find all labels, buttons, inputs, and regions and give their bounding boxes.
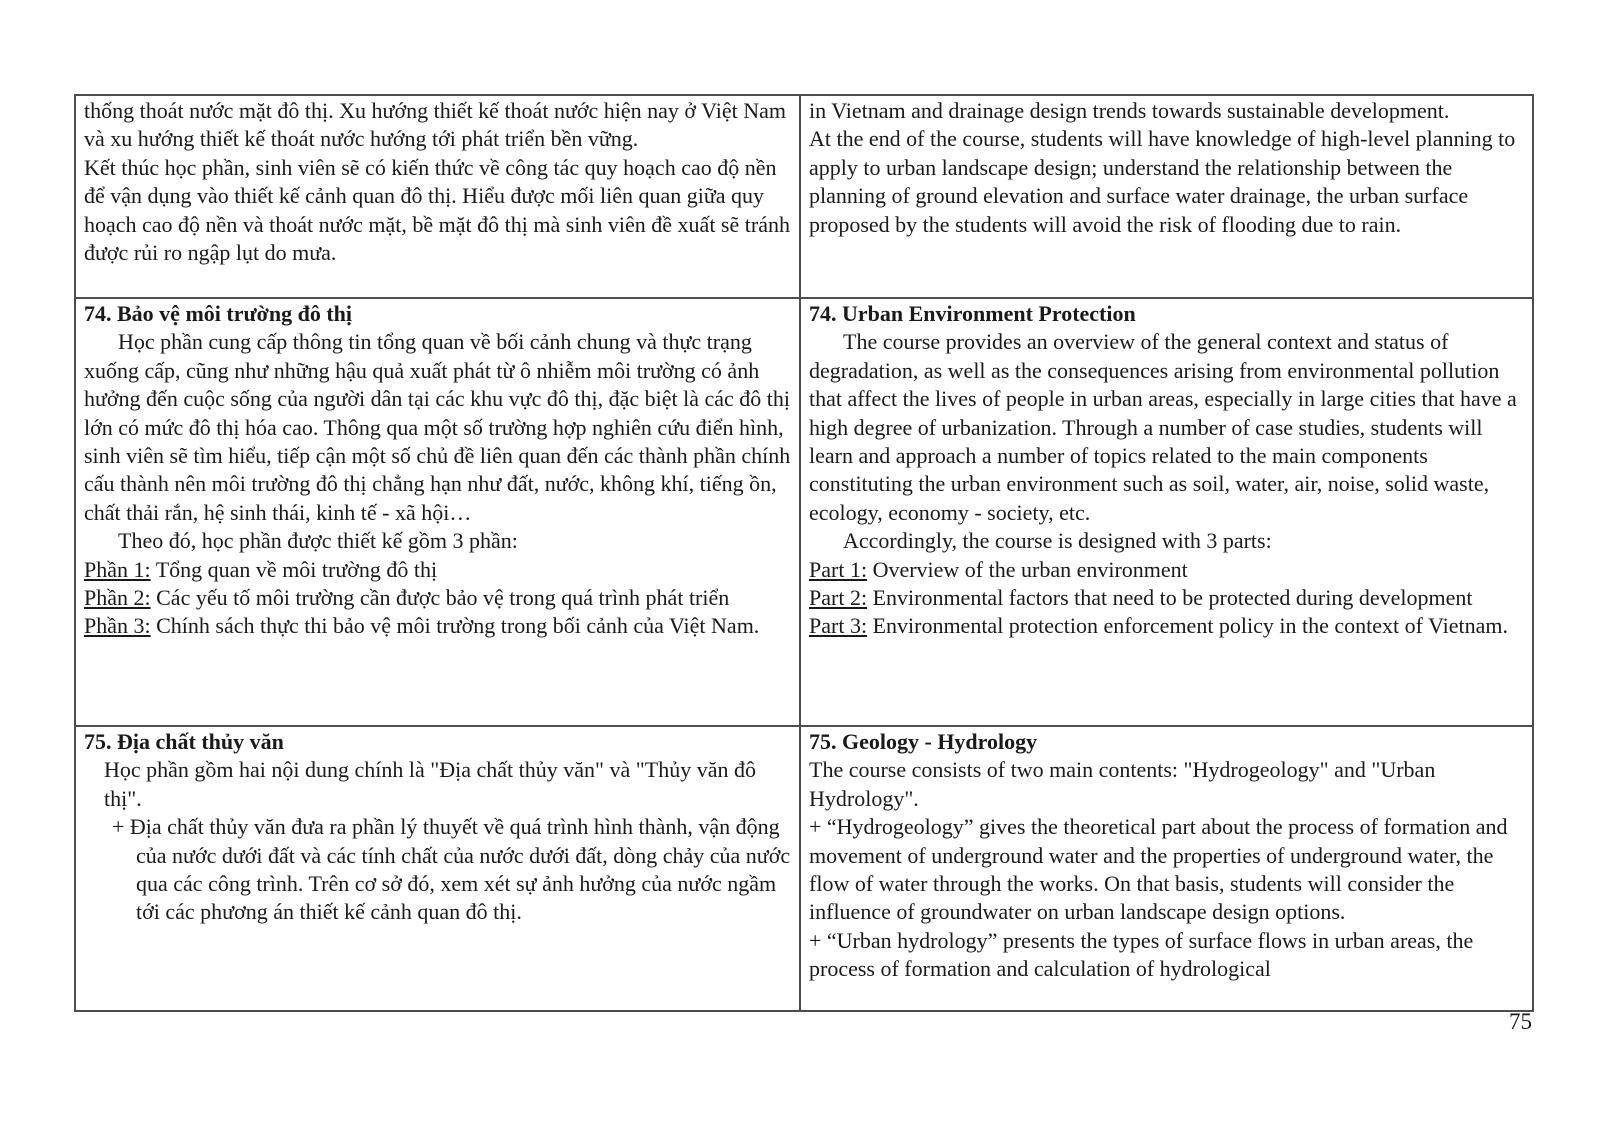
paragraph: At the end of the course, students will have knowledge of high-level planning to apply to urban landscape design; understand the relationship between the planning of ground elevation and surface water drainage, the urban surface proposed by the students will avoid the risk of flooding due to rain. [809, 126, 1516, 237]
table-row-75 [75, 726, 1533, 1011]
part-text: Các yếu tố môi trường cần được bảo vệ trong quá trình phát triển [150, 585, 730, 611]
part-line [84, 612, 791, 640]
cell-continuation-vi [75, 95, 800, 298]
part-label: Part 2: [809, 585, 868, 611]
course-title-75-en: 75. Geology - Hydrology [809, 729, 1038, 754]
part-text: Tổng quan về môi trường đô thị [150, 556, 438, 582]
part-label: Part 3: [809, 613, 868, 639]
paragraph: Theo đó, học phần được thiết kế gồm 3 phần: [118, 528, 518, 554]
table-row-continuation [75, 95, 1533, 298]
page-number: 75 [1509, 1009, 1532, 1034]
paragraph: Kết thúc học phần, sinh viên sẽ có kiến thức về công tác quy hoạch cao độ nền để vận dụng vào thiết kế cảnh quan đô thị. Hiểu được mối liên quan giữa quy hoạch cao độ nền và thoát nước mặt, bề mặt đô thị mà sinh viên đề xuất sẽ tránh được rủi ro ngập lụt do mưa. [84, 154, 790, 266]
part-text: Chính sách thực thi bảo vệ môi trường trong bối cảnh của Việt Nam. [150, 613, 760, 639]
part-text: Environmental factors that need to be protected during development [867, 585, 1473, 611]
course-title-74-en: 74. Urban Environment Protection [809, 301, 1136, 326]
course-title-74-vi: 74. Bảo vệ môi trường đô thị [84, 301, 352, 326]
paragraph: Học phần gồm hai nội dung chính là "Địa chất thủy văn" và "Thủy văn đô thị". [104, 757, 756, 811]
cell-75-en [800, 726, 1533, 1011]
cell-74-vi [75, 298, 800, 726]
course-title-75-vi: 75. Địa chất thủy văn [84, 729, 284, 754]
part-line [84, 584, 791, 612]
part-label: Part 1: [809, 556, 868, 582]
bullet-paragraph: + Địa chất thủy văn đưa ra phần lý thuyết về quá trình hình thành, vận động của nước dưới đất và các tính chất của nước dưới đất, dòng chảy của nước qua các công trình. Trên cơ sở đó, xem xét sự ảnh hưởng của nước ngầm tới các phương án thiết kế cảnh quan đô thị. [112, 814, 791, 925]
bullet-paragraph: + “Urban hydrology” presents the types of surface flows in urban areas, the process of formation and calculation of hydrological [809, 927, 1474, 982]
part-label: Phần 2: [84, 585, 151, 611]
course-table [74, 94, 1534, 1012]
part-label: Phần 3: [84, 613, 151, 639]
paragraph: The course provides an overview of the general context and status of degradation, as well as the consequences arising from environmental pollution that affect the lives of people in urban areas, especially in large cities that have a high degree of urbanization. Through a number of case studies, students will learn and approach a number of topics related to the main components constituting the urban environment such as soil, water, air, noise, solid waste, ecology, economy - society, etc. [809, 329, 1517, 525]
part-line [809, 584, 1524, 612]
part-text: Environmental protection enforcement policy in the context of Vietnam. [867, 613, 1509, 639]
paragraph: Accordingly, the course is designed with 3 parts: [843, 528, 1272, 554]
cell-75-vi [75, 726, 800, 1011]
bullet-paragraph: + “Hydrogeology” gives the theoretical part about the process of formation and movement of underground water and the properties of underground water, the flow of water through the works. On that basis, students will consider the influence of groundwater on urban landscape design options. [809, 814, 1508, 925]
part-line [809, 612, 1524, 640]
table-row-74 [75, 298, 1533, 726]
paragraph: The course consists of two main contents: "Hydrogeology" and "Urban Hydrology". [809, 757, 1436, 811]
part-line [84, 556, 791, 584]
part-label: Phần 1: [84, 556, 151, 582]
paragraph: in Vietnam and drainage design trends towards sustainable development. [809, 98, 1450, 123]
paragraph: thống thoát nước mặt đô thị. Xu hướng thiết kế thoát nước hiện nay ở Việt Nam và xu hướng thiết kế thoát nước hướng tới phát triển bền vững. [84, 98, 786, 152]
part-text: Overview of the urban environment [867, 556, 1188, 582]
part-line [809, 556, 1524, 584]
paragraph: Học phần cung cấp thông tin tổng quan về bối cảnh chung và thực trạng xuống cấp, cũng như những hậu quả xuất phát từ ô nhiễm môi trường có ảnh hưởng đến cuộc sống của người dân tại các khu vực đô thị, đặc biệt là các đô thị lớn có mức đô thị hóa cao. Thông qua một số trường hợp nghiên cứu điển hình, sinh viên sẽ tìm hiểu, tiếp cận một số chủ đề liên quan đến các thành phần chính cấu thành nên môi trường đô thị chẳng hạn như đất, nước, không khí, tiếng ồn, chất thải rắn, hệ sinh thái, kinh tế - xã hội… [84, 329, 791, 525]
cell-74-en [800, 298, 1533, 726]
cell-continuation-en [800, 95, 1533, 298]
